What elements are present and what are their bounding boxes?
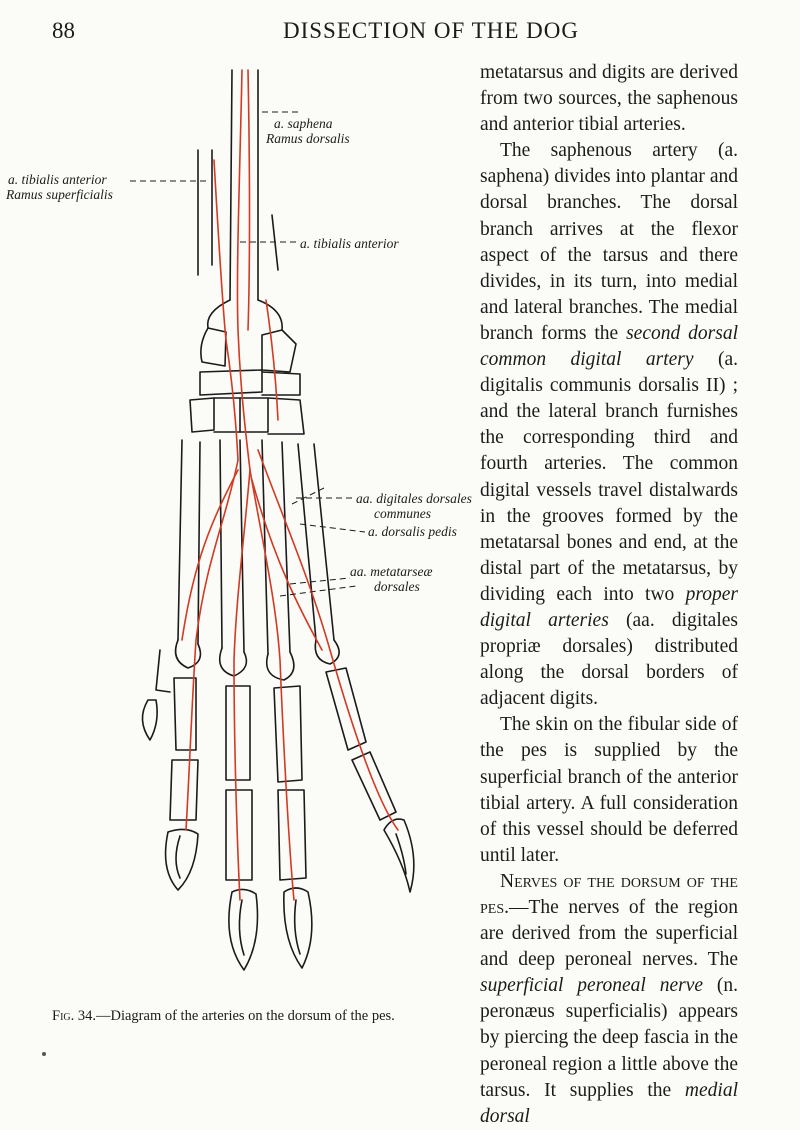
p2-italic-2: proper digital arteries bbox=[480, 583, 738, 631]
label-tibialis-anterior-left: a. tibialis anterior bbox=[8, 172, 107, 187]
label-tibialis-anterior-right: a. tibialis anterior bbox=[300, 236, 399, 251]
p1-text: metatarsus and digits are derived from two sources, the saphenous and anterior tibial arteries. bbox=[480, 62, 738, 136]
section-heading: Nerves of the dorsum of the pes. bbox=[480, 870, 738, 918]
p2-text-1: The saphenous artery (a. saphena) divides into plantar and dorsal branches. The dorsal branch arrives at the flexor aspect of the tarsus and there divides, in its turn, into medial and lateral branches. The medial branch forms the bbox=[480, 140, 738, 344]
print-mark bbox=[42, 1052, 46, 1056]
p3-text: The skin on the fibular side of the pes is supplied by the superficial branch of the anterior tibial artery. A full consideration of this vessel should be deferred until later. bbox=[480, 714, 738, 866]
running-title: DISSECTION OF THE DOG bbox=[283, 18, 579, 43]
p4-text-1: —The nerves of the region are derived from the superficial and deep peroneal nerves. The bbox=[480, 897, 738, 971]
paragraph-2 bbox=[480, 138, 738, 712]
caption-number: Fig. 34. bbox=[52, 1008, 96, 1024]
label-metatarseae: aa. metatarseæ bbox=[350, 564, 433, 579]
p4-text-2: (n. peronæus superficialis) appears by piercing the deep fascia in the peroneal region a little above the tarsus. It supplies the bbox=[480, 975, 738, 1101]
p4-italic-1: superficial peroneal nerve bbox=[480, 975, 704, 997]
caption-text: —Diagram of the arteries on the dorsum of the pes. bbox=[96, 1008, 395, 1024]
label-ramus-superficialis: Ramus superficialis bbox=[6, 187, 113, 202]
p2-text-3: (aa. digitales propriæ dorsales) distributed along the dorsal borders of adjacent digits. bbox=[480, 609, 738, 710]
p2-text-2: (a. digitalis communis dorsalis II) ; and the lateral branch furnishes the corresponding third and fourth arteries. The common digital vessels travel distalwards in the grooves formed by the metatarsal bones and end, at the distal part of the metatarsus, by dividing each into two bbox=[480, 349, 738, 605]
p4-italic-2: medial dorsal bbox=[480, 1079, 738, 1127]
paragraph-4 bbox=[480, 869, 738, 1130]
p2-italic-1: second dorsal common digital artery bbox=[480, 322, 738, 371]
label-digitales-dorsales: aa. digitales dorsales bbox=[356, 491, 472, 506]
figure-caption bbox=[52, 1008, 395, 1025]
page-number: 88 bbox=[52, 18, 75, 43]
paragraph-3 bbox=[480, 712, 738, 869]
label-a-saphena: a. saphena bbox=[274, 116, 333, 131]
label-communes: communes bbox=[374, 506, 431, 521]
label-dorsales: dorsales bbox=[374, 579, 420, 594]
paragraph-1 bbox=[480, 60, 738, 138]
label-dorsalis-pedis: a. dorsalis pedis bbox=[368, 524, 457, 539]
label-ramus-dorsalis: Ramus dorsalis bbox=[266, 131, 350, 146]
body-text bbox=[480, 60, 738, 1130]
